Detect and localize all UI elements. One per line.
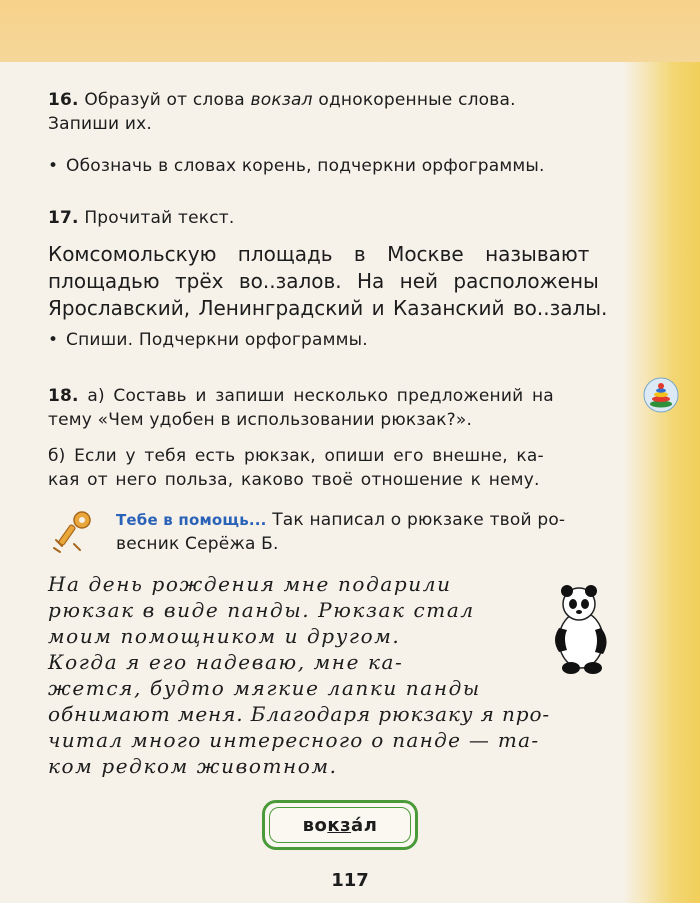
ex17-task — [48, 330, 368, 350]
pyramid-toy-icon — [643, 377, 679, 413]
ex18-a-line1 — [48, 386, 554, 406]
ex17-heading-text: Прочитай текст. — [84, 208, 235, 228]
bullet: • — [48, 156, 59, 176]
ex16-task — [48, 156, 545, 176]
top-color-band — [0, 0, 700, 62]
ex17-text-line3: Ярославский, Ленинградский и Казанский во..залы. — [48, 296, 608, 320]
ex16-task-text: Обозначь в словах корень, подчеркни орфограммы. — [66, 156, 545, 176]
vocab-part-2: а́л — [351, 814, 378, 836]
ex17-text-line2: площадью трёх во..залов. На ней расположены — [48, 269, 599, 293]
ex17-task-text: Спиши. Подчеркни орфограммы. — [66, 330, 368, 350]
ex18-b-line2: кая от него польза, каково твоё отношение к нему. — [48, 470, 540, 490]
handwriting-line1: На день рождения мне подарили — [48, 572, 452, 596]
help-line2: весник Серёжа Б. — [116, 534, 279, 554]
ex18-a-text1: а) Составь и запиши несколько предложений на — [87, 386, 554, 406]
panda-icon — [545, 580, 615, 675]
vocabulary-word-box — [262, 800, 418, 850]
bullet: • — [48, 330, 59, 350]
handwriting-line4: Когда я его надеваю, мне ка- — [48, 650, 404, 674]
page-number: 117 — [331, 870, 369, 891]
handwriting-line5: жется, будто мягкие лапки панды — [48, 676, 481, 700]
ex18-a-line2: тему «Чем удобен в использовании рюкзак?». — [48, 410, 473, 430]
handwriting-line7: читал много интересного о панде — та- — [48, 728, 540, 752]
vocabulary-box-inner-border — [269, 807, 411, 843]
ex18-number: 18. — [48, 386, 79, 406]
ex18-b-line1: б) Если у тебя есть рюкзак, опиши его внешне, ка- — [48, 446, 544, 466]
vocab-part-1: во — [302, 814, 328, 836]
key-character-icon — [50, 510, 96, 554]
ex16-text-b: однокоренные слова. — [318, 90, 516, 110]
ex16-line1 — [48, 90, 516, 110]
help-text1: Так написал о рюкзаке твой ро- — [272, 510, 566, 530]
handwriting-line3: моим помощником и другом. — [48, 624, 401, 648]
ex16-word: вокзал — [250, 90, 313, 110]
ex17-number: 17. — [48, 208, 79, 228]
handwriting-line8: ком редком животном. — [48, 754, 338, 778]
handwriting-line2: рюкзак в виде панды. Рюкзак стал — [48, 598, 475, 622]
side-color-band — [622, 62, 700, 903]
ex17-text-line1: Комсомольскую площадь в Москве называют — [48, 242, 590, 266]
ex16-text-a: Образуй от слова — [84, 90, 245, 110]
handwriting-line6: обнимают меня. Благодаря рюкзаку я про- — [48, 702, 551, 726]
ex16-line2: Запиши их. — [48, 114, 152, 134]
ex16-number: 16. — [48, 90, 79, 110]
help-line1 — [116, 510, 565, 530]
ex17-heading — [48, 208, 234, 228]
help-label: Тебе в помощь... — [116, 511, 267, 529]
vocab-part-underlined: кз — [327, 814, 352, 836]
